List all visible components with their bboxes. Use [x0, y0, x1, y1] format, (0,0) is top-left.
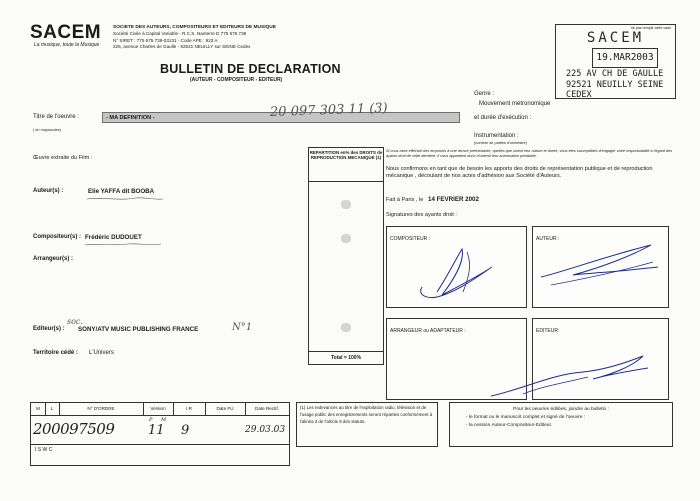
arranger-label: Arrangeur(s) : — [33, 256, 74, 262]
repartition-total: Total = 100% — [309, 351, 383, 364]
signature-box-author[interactable] — [532, 226, 669, 308]
col-m: M — [31, 403, 46, 415]
composer-label: Compositeur(s) : — [33, 234, 81, 240]
col-date-rectif: Date Rectif. — [255, 406, 279, 411]
duration-label: et durée d'exécution : — [474, 115, 532, 121]
version-p: P — [149, 417, 153, 423]
repartition-header: REPARTITION en% des DROITS de REPRODUCTION MECANIQUE (1) — [309, 148, 383, 182]
publisher-value: SONY/ATV MUSIC PUBLISHING FRANCE — [78, 326, 199, 333]
office-use-strip — [30, 402, 290, 466]
author-underline — [85, 196, 165, 204]
stamp-name: SACEM — [586, 30, 645, 46]
author-value: Elie YAFFA dit BOOBA — [88, 188, 155, 195]
attachments-item-1: - le format ou le manuscrit complet et signé de l'oeuvre : — [466, 415, 586, 420]
composer-value: Frédéric DUDOUET — [85, 234, 142, 241]
stamp-address-2: 92521 NEUILLY SEINE CEDEX — [566, 80, 664, 100]
attachments-heading: Pour les oeuvres éditées, joindre au bulletin : — [513, 407, 609, 412]
editor-box-label: EDITEUR: — [536, 328, 560, 334]
place-date-value: 14 FEVRIER 2002 — [428, 196, 479, 203]
publisher-handwritten-prefix: soc. — [67, 317, 83, 326]
work-title-value: - MA DEFINITION - — [106, 115, 155, 121]
signatures-label: Signatures des ayants droit : — [386, 212, 457, 218]
confirmation-text: Nous confirmons en tant que de besoin les apports des droits de représentation publique et de reproduction mécanique , découlant de nos actes d'adhésion aux Société d'Auteurs. — [386, 166, 653, 180]
form-title: BULLETIN DE DECLARATION — [160, 62, 341, 76]
col-l: L — [45, 403, 60, 415]
society-name: SOCIETE DES AUTEURS, COMPOSITEURS ET EDITEURS DE MUSIQUE — [113, 25, 276, 30]
stamp-date: 19.MAR2003 — [592, 48, 658, 68]
work-title-handwritten: 20 097 303 11 (3) — [269, 100, 388, 121]
col-date-fu: Date FU — [205, 403, 246, 415]
ir-value: 9 — [181, 423, 190, 438]
author-signature — [533, 237, 673, 307]
genre-label: Genre : — [474, 91, 495, 97]
author-label: Auteur(s) : — [33, 188, 64, 194]
order-handwritten: 200097509 — [33, 420, 115, 438]
footnote-box — [296, 402, 438, 447]
society-line-2: Société Civile à Capital Variable - R.C.S. Nanterre D 775 675 739 — [113, 31, 247, 37]
composer-signature — [397, 237, 522, 307]
publisher-handwritten-number: N°1 — [232, 322, 253, 333]
disclaimer-text: Si vous avez effectué des emprunts à une œuvre préexistante, quelles que soient leur nature et durée, vous êtes susceptibles d'engager votre responsabilité à l'égard des ayants droit de cette dernière. Il vous appartient donc d'obtenir leur autorisation préalable. — [386, 149, 673, 158]
instrumentation-note: (nombre de parties d'orchestre) — [474, 141, 527, 145]
reception-stamp — [555, 24, 676, 99]
sacem-logo: SACEM — [30, 22, 102, 43]
territory-label: Territoire cédé : — [33, 350, 78, 356]
composer-underline — [83, 242, 163, 250]
version-m: M — [161, 417, 167, 423]
redacted-share — [341, 200, 351, 209]
col-version: Version — [143, 403, 174, 415]
col-ir: I.R — [173, 403, 206, 415]
attachments-item-2: - la cession Auteur-Compositeur-Editeur. — [466, 423, 553, 428]
publisher-label: Editeur(s) : — [33, 326, 65, 332]
version-value: 11 — [148, 423, 165, 438]
metronome-label: Mouvement métronomique — [479, 101, 551, 107]
attachments-box — [449, 402, 673, 447]
stamp-annotation: ne pas remplir cette case — [630, 26, 671, 30]
signature-box-composer[interactable] — [386, 226, 527, 308]
footnote-text: (1) Les redevances au titre de l'exploitation radio, télévision et de l'usage public des enregistrements seront réparties conformément à l'alinéa 3 de l'article 9 des statuts. — [300, 405, 433, 424]
work-title-note: ( en majuscules) — [33, 128, 61, 132]
society-info — [113, 24, 323, 51]
society-line-3: N° SIRET : 775 675 739-03131 - Code APE : 923 A — [113, 37, 218, 43]
repartition-column — [308, 147, 384, 365]
signature-box-editor[interactable] — [532, 318, 669, 400]
redacted-share — [341, 234, 351, 243]
place-date-label: Fait à Paris , le — [386, 197, 424, 203]
film-extract-label: Œuvre extraite du Film : — [33, 155, 93, 161]
date-rectif-value: 29.03.03 — [245, 425, 286, 435]
composer-box-label: COMPOSITEUR : — [390, 236, 431, 242]
tagline: La musique, toute la Musique — [34, 42, 100, 48]
form-subtitle: (AUTEUR - COMPOSITEUR - EDITEUR) — [190, 77, 283, 83]
col-order-number: N° D'ORDRE — [59, 403, 144, 415]
instrumentation-label: Instrumentation : — [474, 133, 519, 139]
iswc-label: I S W C — [35, 447, 53, 453]
stamp-address-1: 225 AV CH DE GAULLE — [566, 69, 664, 79]
author-box-label: AUTEUR : — [536, 236, 560, 242]
arranger-box-label: ARRANGEUR ou ADAPTATEUR : — [390, 328, 466, 334]
work-title-label: Titre de l'oeuvre : — [33, 114, 79, 120]
society-line-4: 225, avenue Charles de Gaulle - 92521 NEUILLY sur SEINE Cedex — [113, 44, 251, 50]
editor-signature — [483, 344, 673, 404]
redacted-share — [341, 323, 351, 332]
territory-value: L'Univers — [89, 350, 114, 356]
